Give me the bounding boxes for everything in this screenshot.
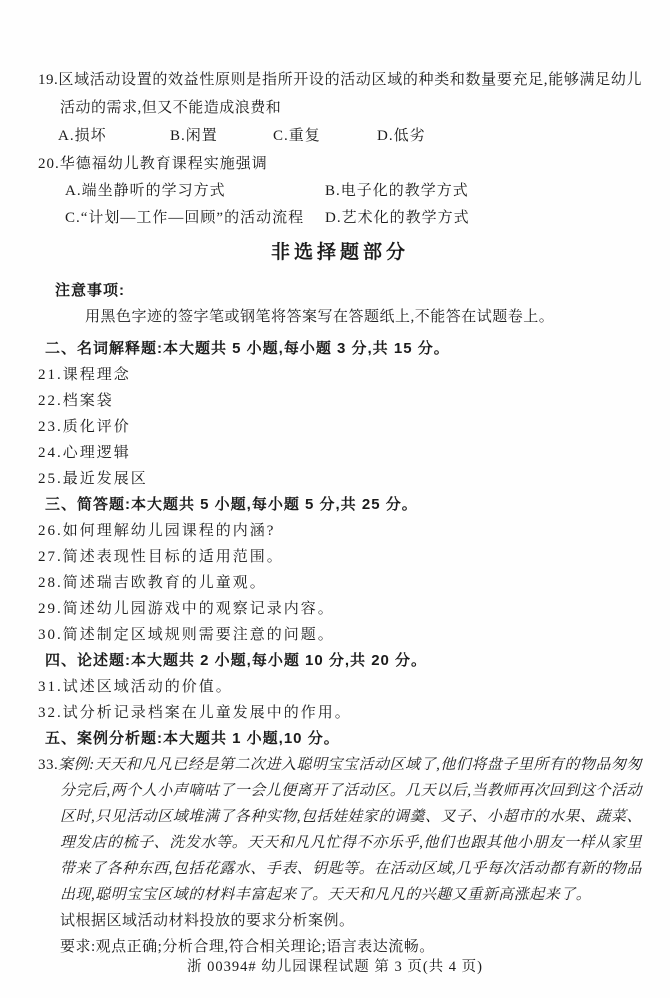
question-33-case-label: 案例: <box>58 757 95 773</box>
question-20-text: 华德福幼儿教育课程实施强调 <box>59 156 268 172</box>
section-2-header: 二、名词解释题:本大题共 5 小题,每小题 3 分,共 15 分。 <box>45 340 450 357</box>
option-a: A.损坏 <box>58 128 107 144</box>
option-c: C.重复 <box>273 128 321 144</box>
question-29: 29.简述幼儿园游戏中的观察记录内容。 <box>38 601 335 617</box>
part-title: 非选择题部分 <box>270 242 409 263</box>
question-19-text: 区域活动设置的效益性原则是指所开设的活动区域的种类和数量要充足,能够满足幼儿活动的需求,但又不能造成浪费和 <box>58 72 642 116</box>
question-23: 23.质化评价 <box>38 419 131 435</box>
option-d: D.艺术化的教学方式 <box>325 210 470 226</box>
question-19-options <box>38 122 642 150</box>
question-26: 26.如何理解幼儿园课程的内涵? <box>38 523 276 539</box>
question-20-number: 20. <box>38 156 60 172</box>
question-21: 21.课程理念 <box>38 367 131 383</box>
question-25: 25.最近发展区 <box>38 471 148 487</box>
question-31: 31.试述区域活动的价值。 <box>38 679 233 695</box>
question-33-requirement: 要求:观点正确;分析合理,符合相关理论;语言表达流畅。 <box>60 939 435 955</box>
option-a: A.端坐静听的学习方式 <box>65 183 226 199</box>
section-3-header: 三、简答题:本大题共 5 小题,每小题 5 分,共 25 分。 <box>45 496 418 513</box>
question-33-number: 33. <box>38 757 59 773</box>
page-footer: 浙 00394# 幼儿园课程试题 第 3 页(共 4 页) <box>186 959 484 975</box>
question-27: 27.简述表现性目标的适用范围。 <box>38 549 284 565</box>
option-b: B.闲置 <box>170 128 218 144</box>
question-24: 24.心理逻辑 <box>38 445 131 461</box>
question-20-options <box>38 178 642 232</box>
question-33-task: 试根据区域活动材料投放的要求分析案例。 <box>60 913 355 929</box>
section-4-header: 四、论述题:本大题共 2 小题,每小题 10 分,共 20 分。 <box>45 652 428 669</box>
notice-text: 用黑色字迹的签字笔或钢笔将答案写在答题纸上,不能答在试题卷上。 <box>85 309 555 325</box>
section-5-header: 五、案例分析题:本大题共 1 小题,10 分。 <box>45 730 340 747</box>
question-33-case-text: 天天和凡凡已经是第二次进入聪明宝宝活动区域了,他们将盘子里所有的物品匆匆分完后,两个人小声嘀咕了一会儿便离开了活动区。几天以后,当教师再次回到这个活动区时,只见活动区域堆满了各种实物,包括娃娃家的调羹、叉子、小超市的水果、蔬菜、理发店的梳子、洗发水等。天天和凡凡忙得不亦乐乎,他们也跟其他小朋友一样从家里带来了各种东西,包括花露水、手表、钥匙等。在活动区域,几乎每次活动都有新的物品出现,聪明宝宝区域的材料丰富起来了。天天和凡凡的兴趣又重新高涨起来了。 <box>60 757 643 903</box>
question-30: 30.简述制定区域规则需要注意的问题。 <box>38 627 335 643</box>
notice-label: 注意事项: <box>55 282 125 299</box>
option-c: C.“计划—工作—回顾”的活动流程 <box>65 210 305 226</box>
question-28: 28.简述瑞吉欧教育的儿童观。 <box>38 575 267 591</box>
question-19-number: 19. <box>38 72 59 88</box>
question-33 <box>38 752 642 908</box>
question-22: 22.档案袋 <box>38 393 114 409</box>
question-20 <box>38 150 642 178</box>
question-32: 32.试分析记录档案在儿童发展中的作用。 <box>38 705 352 721</box>
option-b: B.电子化的教学方式 <box>325 183 469 199</box>
question-19 <box>38 66 642 122</box>
option-d: D.低劣 <box>377 128 426 144</box>
